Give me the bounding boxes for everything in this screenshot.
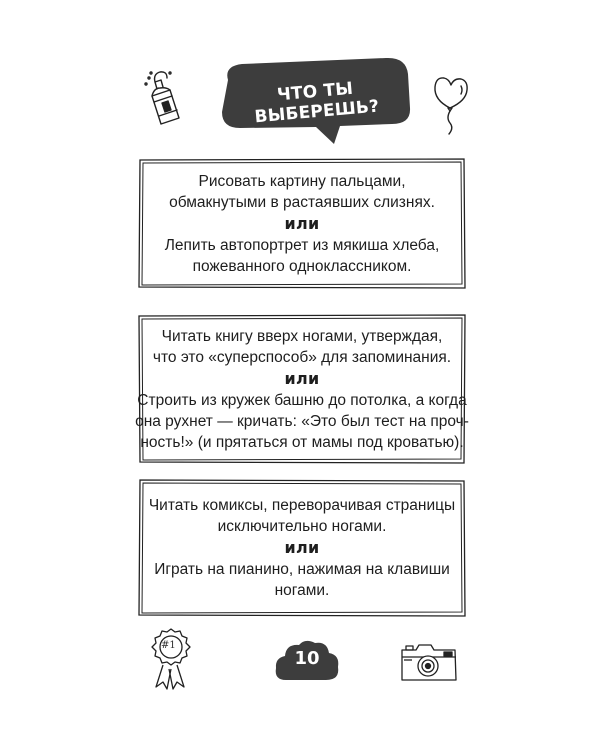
choice-card-1 (137, 157, 467, 290)
option-b-line: она рухнет — кричать: «Это был тест на проч- (135, 412, 469, 430)
balloon-icon (430, 74, 472, 136)
option-b-line: ность!» (и прятаться от мамы под кроватью). (140, 433, 464, 451)
or-separator: или (284, 368, 320, 388)
option-b-line: ногами. (274, 582, 330, 599)
or-separator: или (284, 213, 320, 233)
or-separator: или (284, 538, 320, 557)
option-a-line: обмакнутыми в растаявших слизнях. (169, 193, 435, 211)
option-b-line: Играть на пианино, нажимая на клавиши (154, 561, 450, 578)
camera-icon (398, 640, 460, 684)
option-a-line: Читать комиксы, переворачивая страницы (148, 497, 456, 514)
title-bubble (210, 52, 418, 152)
page-number-badge (272, 636, 342, 686)
choice-card-3 (137, 478, 467, 618)
option-a-line: Читать книгу вверх ногами, утверждая, (161, 327, 443, 345)
option-b-line: пожеванного одноклассником. (192, 257, 412, 275)
option-a-line: исключительно ногами. (217, 518, 387, 535)
spray-can-icon (140, 68, 188, 128)
option-a-line: что это «суперспособ» для запоминания. (152, 348, 452, 366)
page-title: ЧТО ТЫ ВЫБЕРЕШЬ? (253, 78, 380, 128)
badge-label: #1 (161, 640, 176, 651)
option-b-line: Лепить автопортрет из мякиша хлеба, (164, 236, 440, 254)
option-b-line: Строить из кружек башню до потолка, а когда (137, 391, 467, 409)
award-ribbon-icon (146, 627, 196, 691)
page-number: 10 (294, 648, 320, 669)
option-a-line: Рисовать картину пальцами, (198, 172, 406, 190)
choice-card-2 (137, 313, 467, 465)
